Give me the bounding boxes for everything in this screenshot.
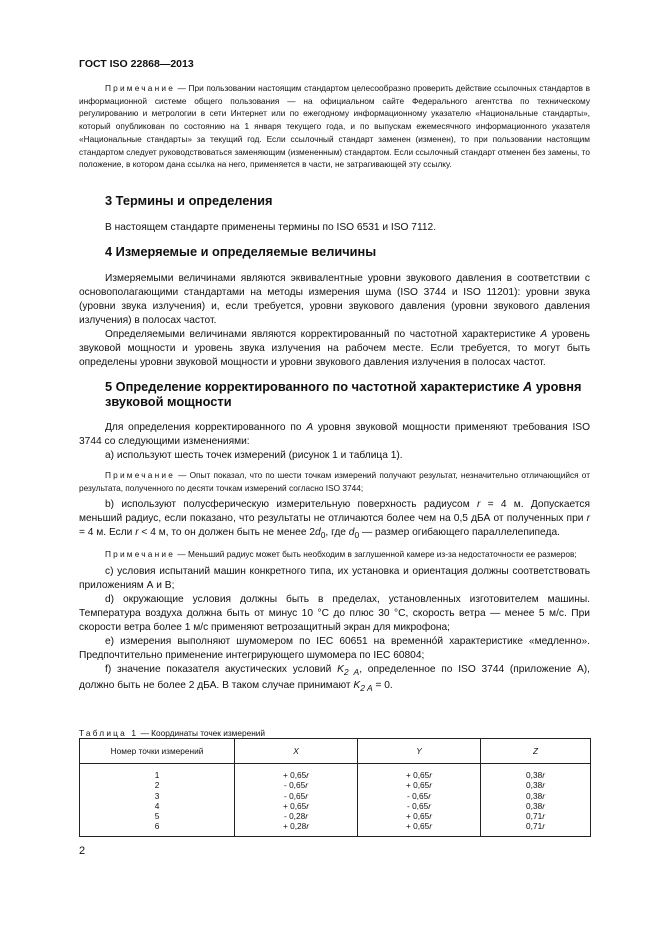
text-fragment: 0,71 bbox=[526, 821, 543, 832]
text-fragment: 0,38 bbox=[526, 800, 543, 811]
item-f bbox=[79, 663, 590, 695]
text-fragment: — Опыт показал, что по шести точкам измерений получают результат, незначительно отличающийся от результата, полученного по десяти точкам измерений согласно ISO 3744; bbox=[79, 470, 590, 493]
header-z bbox=[481, 739, 591, 764]
text-fragment: 5 Определение корректированного по частотной характеристике bbox=[105, 379, 524, 394]
text-fragment: r bbox=[542, 790, 545, 801]
text-fragment: - 0,65 bbox=[407, 800, 429, 811]
section-4-title: 4 Измеряемые и определяемые величины bbox=[105, 244, 377, 259]
text-fragment: r bbox=[476, 499, 481, 511]
text-fragment: Y bbox=[416, 746, 422, 756]
text-fragment: Z bbox=[532, 746, 539, 756]
text-fragment: 2 A bbox=[343, 667, 360, 678]
text-fragment: + 0,65 bbox=[282, 800, 307, 811]
text-fragment: < 4 м, то он должен быть не менее 2 bbox=[138, 527, 316, 539]
column-z bbox=[481, 764, 591, 837]
table-cell bbox=[236, 770, 356, 780]
text-fragment: 0 bbox=[354, 530, 360, 541]
table-cell bbox=[236, 801, 356, 811]
text-fragment: A bbox=[523, 379, 533, 394]
table-caption bbox=[79, 728, 265, 738]
table-cell bbox=[359, 770, 479, 780]
text-fragment: K bbox=[337, 664, 344, 676]
table-cell: 4 bbox=[154, 800, 160, 811]
text-fragment: r bbox=[429, 780, 433, 791]
text-fragment: f) значение показателя акустических условий bbox=[105, 664, 338, 676]
item-a: а) используют шесть точек измерений (рисунок 1 и таблица 1). bbox=[105, 450, 403, 461]
table-cell bbox=[359, 791, 479, 801]
text-fragment: r bbox=[135, 527, 139, 539]
table-cell bbox=[359, 821, 479, 831]
table-cell bbox=[482, 780, 589, 790]
text-fragment: 0,38 bbox=[526, 780, 543, 791]
text-fragment: — Координаты точек измерений bbox=[138, 728, 266, 738]
text-fragment: A bbox=[540, 329, 548, 340]
section-4-paragraph-2 bbox=[79, 328, 590, 370]
item-e: e) измерения выполняют шумомером по IEC 60651 на временно́й характеристике «медленно». Предпочтительно применение интегрирующего шумомера по IEC 60804; bbox=[79, 636, 590, 662]
note-referenced-standards bbox=[79, 82, 590, 171]
item-b bbox=[79, 498, 590, 542]
note-smaller-radius bbox=[79, 548, 590, 561]
text-fragment: r bbox=[428, 800, 431, 811]
text-fragment: Таблица 1 bbox=[79, 728, 139, 738]
text-fragment: r bbox=[542, 811, 545, 822]
item-c: c) условия испытаний машин конкретного типа, их установка и ориентация должны соответствовать приложениям А и В; bbox=[79, 566, 590, 592]
table-cell bbox=[236, 791, 356, 801]
text-fragment: 0,71 bbox=[526, 811, 543, 822]
document-code: ГОСТ ISO 22868—2013 bbox=[79, 58, 194, 70]
column-y bbox=[358, 764, 481, 837]
text-fragment: r bbox=[542, 821, 545, 832]
text-fragment: 0,38 bbox=[526, 770, 543, 780]
column-point-numbers bbox=[80, 764, 235, 837]
text-fragment: r bbox=[306, 821, 310, 832]
table-cell bbox=[236, 780, 356, 790]
text-fragment: r bbox=[305, 790, 308, 801]
text-fragment: + 0,65 bbox=[405, 770, 430, 780]
text-fragment: r bbox=[305, 780, 308, 791]
table-cell bbox=[482, 801, 589, 811]
text-fragment: A bbox=[306, 422, 314, 433]
table-header-row bbox=[80, 739, 591, 764]
text-fragment: d bbox=[315, 527, 321, 539]
table-body-row bbox=[80, 764, 591, 837]
header-y bbox=[358, 739, 481, 764]
item-d: d) окружающие условия должны быть в пределах, установленных изготовителем машины. Температура воздуха должна быть от минус 10 °С до плюс 30 °С, скорость ветра — менее 5 м/с. При скорости ветра более 1 м/с применяют ветрозащитный экран для микрофона; bbox=[79, 594, 590, 634]
text-fragment: r bbox=[305, 811, 308, 822]
text-fragment: , определенное по ISO 3744 (приложение А), должно быть не более 2 дБА. В таком случае принимают bbox=[79, 664, 590, 692]
table-cell bbox=[482, 821, 589, 831]
section-5 bbox=[79, 379, 590, 695]
table-cell bbox=[359, 811, 479, 821]
text-fragment: - 0,28 bbox=[284, 811, 306, 822]
text-fragment: Примечание bbox=[105, 470, 176, 480]
text-fragment: X bbox=[293, 746, 299, 756]
text-fragment: уровень звуковой мощности и уровень звука излучения на рабочем месте. Если требуется, то могут быть определены уровни звуковой мощности и уровни звукового давления излучения в полосах частот. bbox=[79, 329, 590, 368]
note-text: — При пользовании настоящим стандартом целесообразно проверить действие ссылочных стандартов в информационной системе общего пользования — на официальном сайте Федерального агентства по техническому регулированию и метрологии в сети Интернет или по ежегодному информационному указателю «Национальные стандарты», который опубликован по состоянию на 1 января текущего года, и по выпускам ежемесячного информационного указателя «Национальные стандарты» за текущий год. Если ссылочный стандарт заменен (изменен), то при пользовании настоящим стандартом следует руководствоваться заменяющим (измененным) стандартом. Если ссылочный стандарт отменен без замены, то положение, в котором дана ссылка на него, применяется в части, не затрагивающей эту ссылку. bbox=[79, 83, 590, 170]
text-fragment: — размер огибающего параллелепипеда. bbox=[359, 527, 560, 539]
note-label: Примечание bbox=[105, 83, 176, 93]
page-number: 2 bbox=[79, 845, 86, 857]
table-cell bbox=[482, 811, 589, 821]
text-fragment: r bbox=[542, 770, 545, 780]
section-3 bbox=[79, 193, 590, 235]
text-fragment: r bbox=[306, 770, 310, 780]
table-cell bbox=[236, 821, 356, 831]
table-cell bbox=[236, 811, 356, 821]
text-fragment: = 4 м. Допускается меньший радиус, если показано, что результаты не отличаются более чем на 0,5 дБА от полученных при bbox=[79, 499, 590, 525]
text-fragment: r bbox=[429, 811, 433, 822]
text-fragment: + 0,65 bbox=[282, 770, 307, 780]
text-fragment: 2 A bbox=[360, 683, 373, 694]
table-cell bbox=[482, 791, 589, 801]
table-cell: 2 bbox=[154, 780, 160, 791]
text-fragment: , где bbox=[325, 527, 349, 539]
text-fragment: r bbox=[542, 800, 545, 811]
header-x bbox=[235, 739, 358, 764]
text-fragment: — Меньший радиус может быть необходим в заглушенной камере из-за недостаточности ее размеров; bbox=[175, 549, 577, 560]
text-fragment: b) используют полусферическую измерительную поверхность радиусом bbox=[105, 499, 477, 511]
text-fragment: + 0,65 bbox=[405, 821, 430, 832]
text-fragment: = 0. bbox=[372, 680, 393, 692]
text-fragment: - 0,65 bbox=[407, 790, 429, 801]
text-fragment: r bbox=[586, 513, 590, 525]
text-fragment: - 0,65 bbox=[284, 780, 306, 791]
text-fragment: 0 bbox=[320, 530, 326, 541]
section-4-paragraph-1: Измеряемыми величинами являются эквивалентные уровни звукового давления в соответствии с основополагающими стандартами на методы измерения шума (ISO 3744 и ISO 11201): уровни звука (уровни звука излучения) и, если требуется, уровни звукового давления (уровни звукового давления излучения) в полосах частот. bbox=[79, 273, 590, 326]
text-fragment: Для определения корректированного по bbox=[105, 422, 307, 433]
table-cell: 1 bbox=[154, 770, 160, 780]
text-fragment: уровня звуковой мощности применяют требования ISO 3744 со следующими изменениями: bbox=[79, 422, 590, 447]
section-3-title: 3 Термины и определения bbox=[105, 193, 273, 208]
text-fragment: r bbox=[542, 780, 545, 791]
table-cell: 3 bbox=[154, 790, 160, 801]
text-fragment: + 0,65 bbox=[405, 780, 430, 791]
text-fragment: Примечание bbox=[105, 549, 176, 560]
table-cell bbox=[359, 780, 479, 790]
section-5-title bbox=[79, 379, 590, 409]
table-cell: 5 bbox=[154, 811, 160, 822]
text-fragment: 0,38 bbox=[526, 790, 543, 801]
header-point-number: Номер точки измерений bbox=[80, 739, 235, 764]
table-cell bbox=[359, 801, 479, 811]
text-fragment: r bbox=[428, 790, 431, 801]
section-5-intro bbox=[79, 421, 590, 449]
coordinates-table bbox=[79, 738, 591, 837]
note-six-points bbox=[79, 469, 590, 494]
section-3-text: В настоящем стандарте применены термины по ISO 6531 и ISO 7112. bbox=[105, 222, 437, 233]
table-cell: 6 bbox=[154, 821, 160, 832]
text-fragment: r bbox=[429, 770, 433, 780]
text-fragment: + 0,28 bbox=[282, 821, 307, 832]
section-4 bbox=[79, 244, 590, 370]
text-fragment: = 4 м. Если bbox=[79, 527, 136, 539]
column-x bbox=[235, 764, 358, 837]
text-fragment: уровня звуковой мощности bbox=[105, 379, 582, 409]
text-fragment: r bbox=[429, 821, 433, 832]
text-fragment: d bbox=[348, 527, 355, 539]
text-fragment: Определяемыми величинами являются корректированный по частотной характеристике bbox=[105, 329, 541, 340]
text-fragment: K bbox=[353, 680, 361, 692]
text-fragment: + 0,65 bbox=[405, 811, 430, 822]
text-fragment: - 0,65 bbox=[284, 790, 306, 801]
text-fragment: r bbox=[306, 800, 310, 811]
table-cell bbox=[482, 770, 589, 780]
